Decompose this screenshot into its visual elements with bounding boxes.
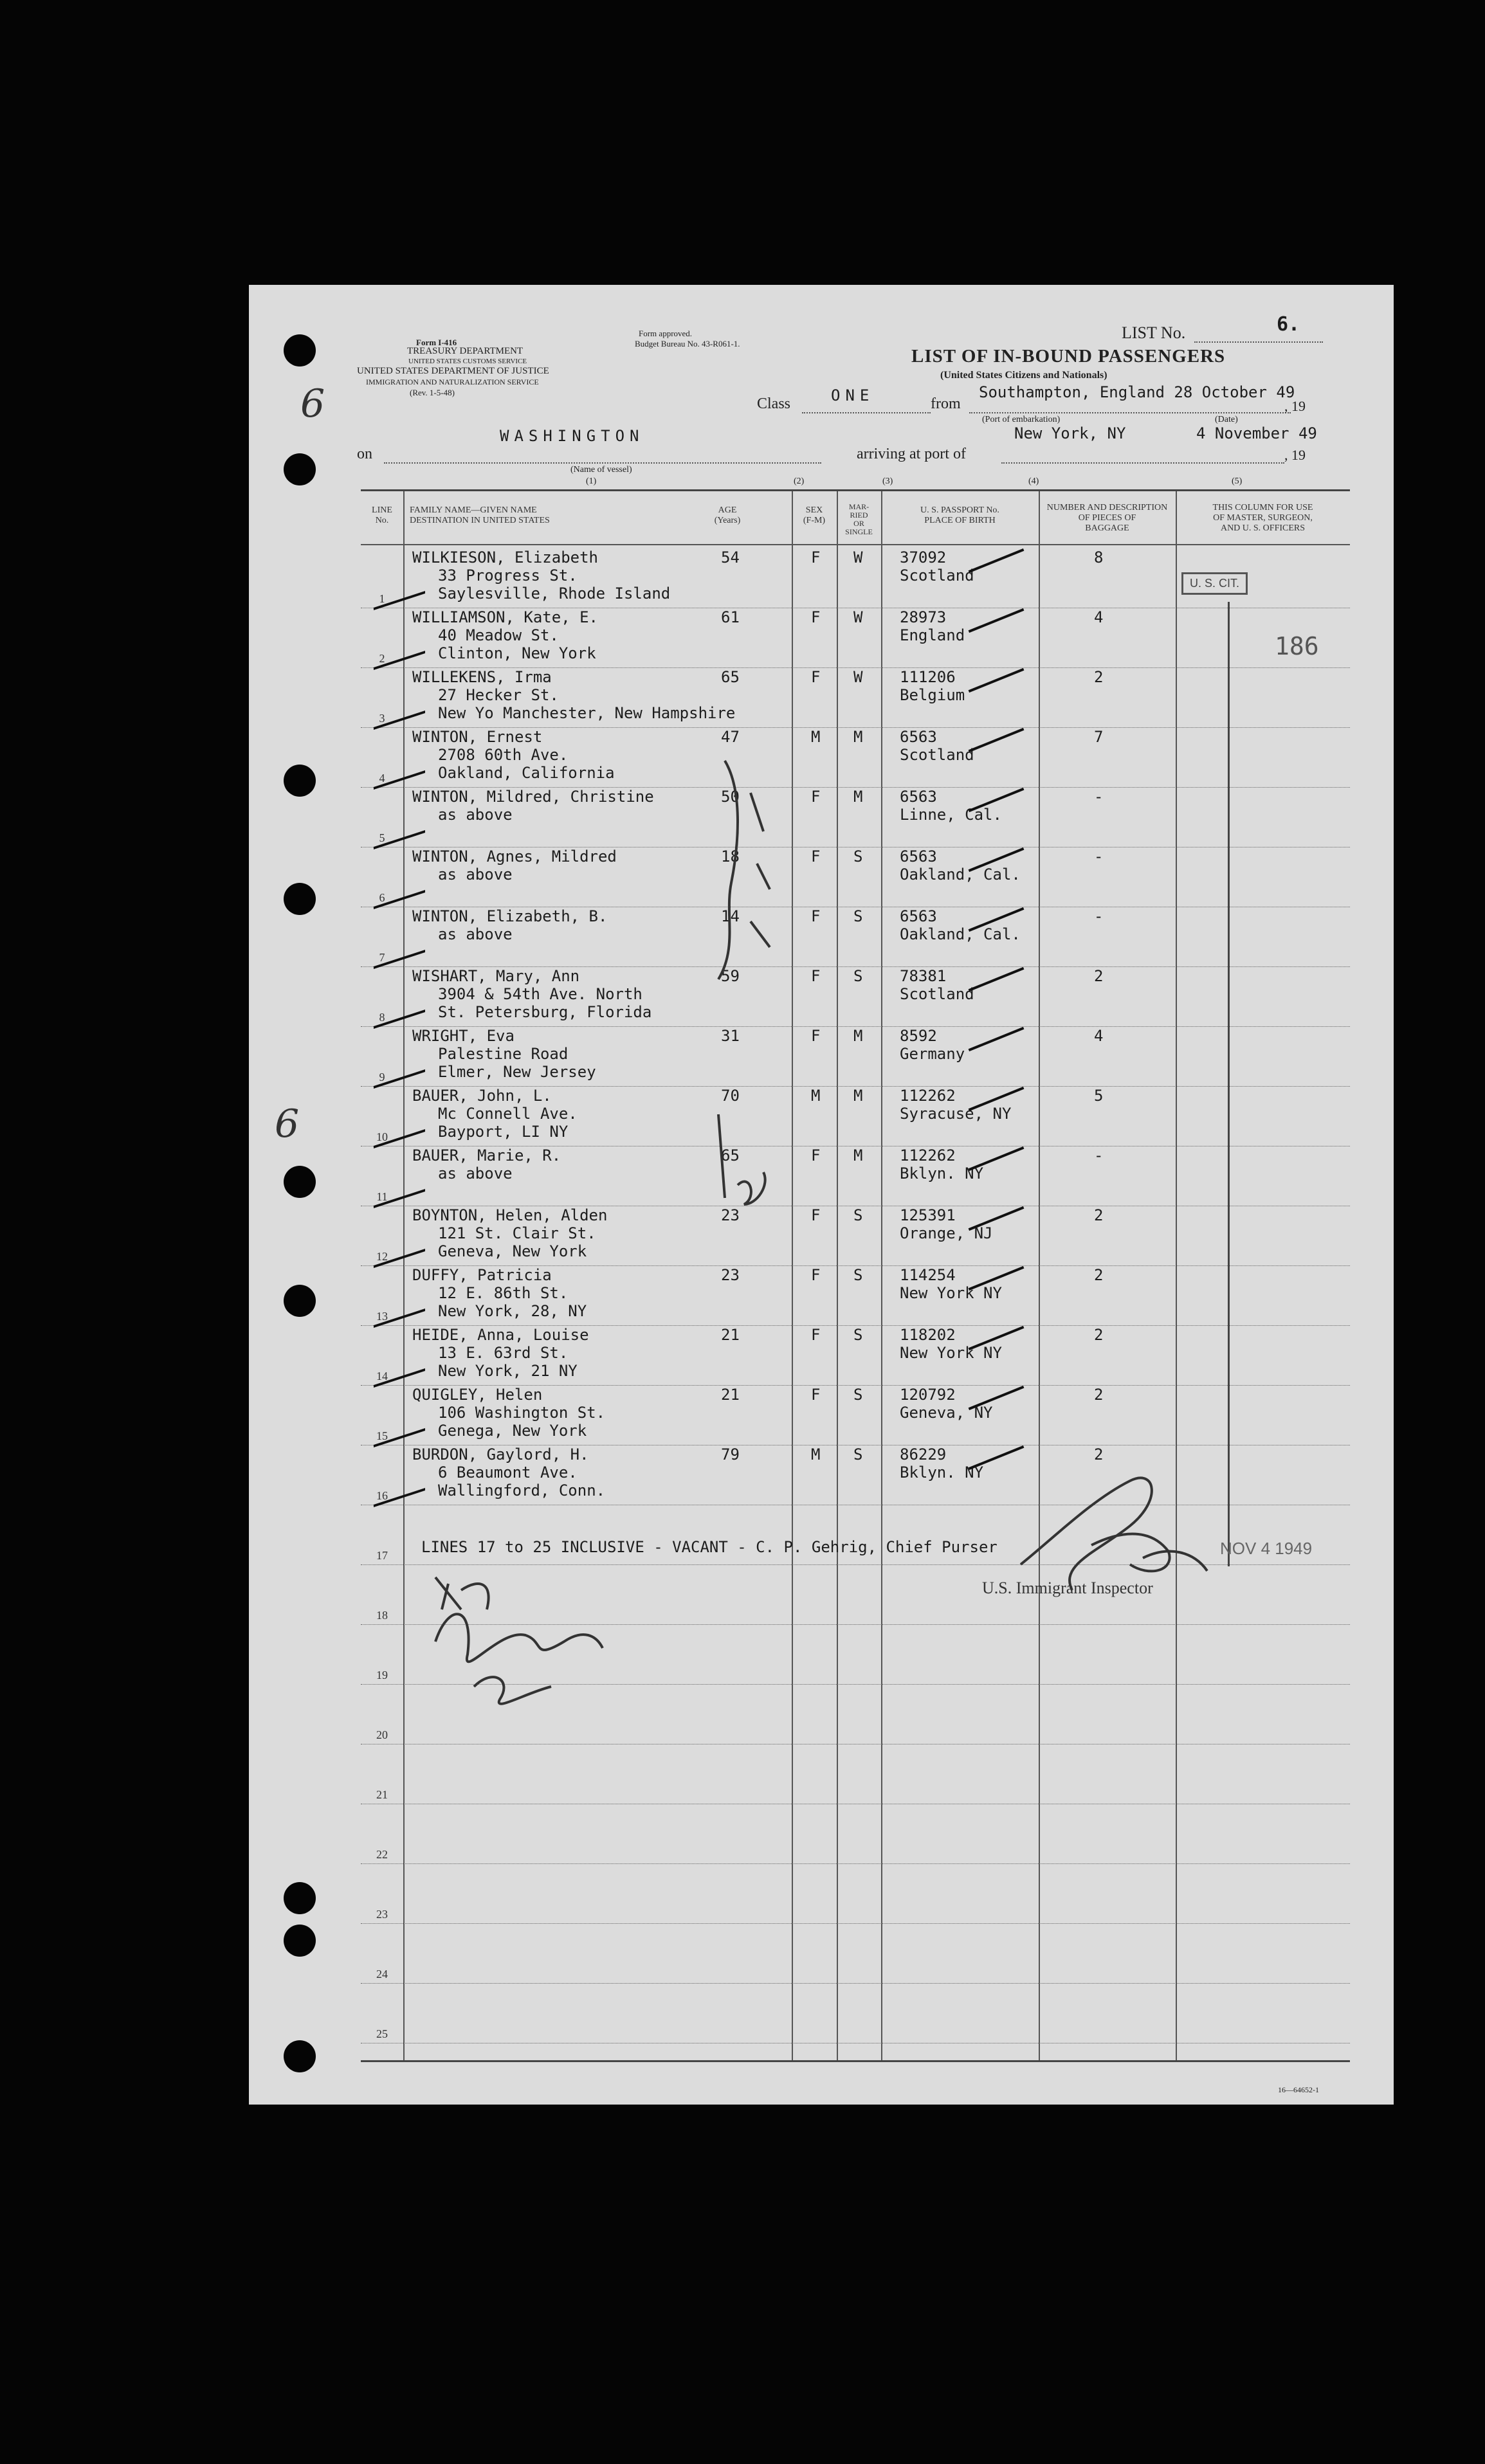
- check-mark: [969, 967, 1025, 992]
- passport-number: 120792: [900, 1386, 956, 1404]
- table-row: [361, 1983, 1350, 2043]
- passenger-name: WILLEKENS, Irma: [412, 668, 552, 686]
- line-number: 6: [379, 891, 385, 904]
- class-label: Class: [757, 395, 791, 412]
- address-line-1: 6 Beaumont Ave.: [438, 1463, 578, 1481]
- date-label: (Date): [1215, 415, 1238, 424]
- address-line-2: Saylesville, Rhode Island: [438, 584, 671, 602]
- baggage-count: 4: [1094, 608, 1104, 626]
- check-mark: [969, 728, 1025, 752]
- margin-number: 6: [275, 1101, 300, 1146]
- list-subtitle: (United States Citizens and Nationals): [940, 370, 1107, 381]
- customs-service: UNITED STATES CUSTOMS SERVICE: [408, 358, 527, 365]
- line-number: 20: [376, 1728, 388, 1741]
- check-mark: [969, 668, 1025, 693]
- marital-status: M: [853, 1087, 863, 1105]
- line-number: 9: [379, 1071, 385, 1083]
- baggage-count: 7: [1094, 728, 1104, 746]
- check-mark: [969, 608, 1025, 633]
- passport-number: 111206: [900, 668, 956, 686]
- baggage-count: -: [1094, 788, 1104, 806]
- marital-status: S: [853, 1326, 863, 1344]
- address-line-1: as above: [438, 865, 513, 883]
- punch-hole: [284, 1882, 316, 1914]
- check-mark: [969, 1206, 1025, 1231]
- table-row: [361, 1325, 1350, 1385]
- line-number: 19: [376, 1669, 388, 1681]
- place-of-birth: Geneva, NY: [900, 1404, 993, 1422]
- passenger-name: WINTON, Elizabeth, B.: [412, 907, 608, 925]
- arrival-port: New York, NY: [1014, 424, 1126, 442]
- colnum-1: (1): [586, 476, 597, 486]
- address-line-1: 27 Hecker St.: [438, 686, 559, 704]
- place-of-birth: Linne, Cal.: [900, 806, 1002, 824]
- table-row: [361, 727, 1350, 787]
- passenger-name: QUIGLEY, Helen: [412, 1386, 543, 1404]
- on-label: on: [357, 446, 372, 462]
- address-line-1: 12 E. 86th St.: [438, 1284, 569, 1302]
- check-mark: [969, 1146, 1025, 1171]
- address-line-1: as above: [438, 1164, 513, 1182]
- line-number: 16: [376, 1489, 388, 1502]
- address-line-2: St. Petersburg, Florida: [438, 1003, 652, 1021]
- line-number: 3: [379, 712, 385, 725]
- line-number: 22: [376, 1848, 388, 1861]
- age: 79: [721, 1445, 740, 1463]
- vacant-note: LINES 17 to 25 INCLUSIVE - VACANT - C. P. Gehrig, Chief Purser: [421, 1538, 998, 1556]
- address-line-2: Wallingford, Conn.: [438, 1481, 606, 1499]
- address-line-2: Elmer, New Jersey: [438, 1063, 596, 1081]
- sex: F: [811, 1027, 821, 1045]
- passport-number: 78381: [900, 967, 947, 985]
- marital-status: W: [853, 608, 863, 626]
- inspector-label: U.S. Immigrant Inspector: [982, 1579, 1153, 1597]
- table-row: [361, 1206, 1350, 1265]
- marital-status: M: [853, 1146, 863, 1164]
- list-no-label: LIST No.: [1122, 323, 1186, 342]
- table-row: [361, 1265, 1350, 1325]
- class-value: ONE: [831, 386, 875, 404]
- punch-hole: [284, 883, 316, 915]
- address-line-2: Bayport, LI NY: [438, 1123, 569, 1141]
- sex: F: [811, 548, 821, 566]
- passenger-name: WILKIESON, Elizabeth: [412, 548, 598, 566]
- line-number: 14: [376, 1370, 388, 1382]
- table-row: [361, 1923, 1350, 1983]
- marital-status: M: [853, 788, 863, 806]
- colnum-3: (3): [882, 476, 893, 486]
- sex: F: [811, 1326, 821, 1344]
- port-embark-label: (Port of embarkation): [982, 415, 1061, 424]
- place-of-birth: Orange, NJ: [900, 1224, 993, 1242]
- passenger-name: BURDON, Gaylord, H.: [412, 1445, 589, 1463]
- sex: F: [811, 1206, 821, 1224]
- sex: F: [811, 847, 821, 865]
- table-row: [361, 667, 1350, 727]
- age: 21: [721, 1326, 740, 1344]
- baggage-count: 2: [1094, 1386, 1104, 1404]
- passport-number: 86229: [900, 1445, 947, 1463]
- address-line-1: 33 Progress St.: [438, 566, 578, 584]
- age: 31: [721, 1027, 740, 1045]
- line-number: 13: [376, 1310, 388, 1323]
- address-line-2: New York, 28, NY: [438, 1302, 587, 1320]
- form-number: Form I-416: [416, 338, 457, 347]
- passenger-name: DUFFY, Patricia: [412, 1266, 552, 1284]
- colnum-2: (2): [794, 476, 805, 486]
- baggage-count: -: [1094, 1146, 1104, 1164]
- address-line-1: as above: [438, 925, 513, 943]
- passport-number: 6563: [900, 788, 937, 806]
- form-approved: Form approved.: [639, 329, 693, 338]
- marital-status: S: [853, 967, 863, 985]
- punch-hole: [284, 1166, 316, 1198]
- place-of-birth: Belgium: [900, 686, 965, 704]
- table-row: [361, 1146, 1350, 1206]
- sex: F: [811, 907, 821, 925]
- age: 18: [721, 847, 740, 865]
- ins-service: IMMIGRATION AND NATURALIZATION SERVICE: [366, 377, 539, 386]
- address-line-2: Geneva, New York: [438, 1242, 587, 1260]
- age: 65: [721, 668, 740, 686]
- colnum-5: (5): [1232, 476, 1243, 486]
- place-of-birth: Scotland: [900, 985, 974, 1003]
- place-of-birth: Bklyn. NY: [900, 1164, 984, 1182]
- address-line-1: 40 Meadow St.: [438, 626, 559, 644]
- address-line-1: 121 St. Clair St.: [438, 1224, 596, 1242]
- marital-status: W: [853, 548, 863, 566]
- passport-number: 8592: [900, 1027, 937, 1045]
- age: 23: [721, 1206, 740, 1224]
- punch-hole: [284, 765, 316, 797]
- sex: F: [811, 1146, 821, 1164]
- date-stamp: NOV 4 1949: [1220, 1539, 1313, 1558]
- baggage-count: 2: [1094, 1326, 1104, 1344]
- marital-status: S: [853, 1386, 863, 1404]
- table-row: [361, 1086, 1350, 1146]
- bracket-mark: [706, 1108, 776, 1211]
- table-row: [361, 847, 1350, 907]
- check-mark: [969, 548, 1025, 573]
- passport-number: 37092: [900, 548, 947, 566]
- sex: M: [811, 1087, 821, 1105]
- address-line-2: New York, 21 NY: [438, 1362, 578, 1380]
- marital-status: M: [853, 728, 863, 746]
- line-number: 12: [376, 1250, 388, 1263]
- address-line-1: 2708 60th Ave.: [438, 746, 569, 764]
- manifest-page: [249, 285, 1394, 2105]
- age: 21: [721, 1386, 740, 1404]
- baggage-count: 2: [1094, 1266, 1104, 1284]
- passport-number: 6563: [900, 728, 937, 746]
- sex: F: [811, 608, 821, 626]
- sex: F: [811, 668, 821, 686]
- place-of-birth: Scotland: [900, 566, 974, 584]
- baggage-count: 8: [1094, 548, 1104, 566]
- number-stamp: 186: [1275, 632, 1319, 660]
- place-of-birth: Germany: [900, 1045, 965, 1063]
- col-baggage: NUMBER AND DESCRIPTION OF PIECES OF BAGGAGE: [1046, 503, 1168, 533]
- line-number: 2: [379, 652, 385, 665]
- baggage-count: 2: [1094, 967, 1104, 985]
- place-of-birth: Oakland, Cal.: [900, 925, 1021, 943]
- place-of-birth: Oakland, Cal.: [900, 865, 1021, 883]
- marital-status: S: [853, 907, 863, 925]
- table-row: [361, 966, 1350, 1026]
- col-line: LINE No.: [372, 505, 392, 525]
- passenger-name: BAUER, Marie, R.: [412, 1146, 561, 1164]
- col-officers: THIS COLUMN FOR USE OF MASTER, SURGEON, AND U. S. OFFICERS: [1212, 503, 1313, 533]
- col-married: MAR- RIED OR SINGLE: [845, 502, 873, 536]
- passenger-name: WISHART, Mary, Ann: [412, 967, 580, 985]
- passport-number: 114254: [900, 1266, 956, 1284]
- purser-signature: [423, 1564, 615, 1719]
- line-number: 25: [376, 2027, 388, 2040]
- table-row: [361, 1385, 1350, 1445]
- punch-hole: [284, 334, 316, 367]
- justice-dept: UNITED STATES DEPARTMENT OF JUSTICE: [357, 366, 549, 376]
- place-of-birth: Scotland: [900, 746, 974, 764]
- line-number: 11: [376, 1190, 388, 1203]
- check-mark: [969, 1027, 1025, 1051]
- vessel-name: WASHINGTON: [500, 427, 644, 445]
- table-row: [361, 787, 1350, 847]
- address-line-1: 3904 & 54th Ave. North: [438, 985, 642, 1003]
- stamp-line: [1228, 602, 1230, 1566]
- passenger-name: BOYNTON, Helen, Alden: [412, 1206, 608, 1224]
- age: 23: [721, 1266, 740, 1284]
- line-number: 10: [376, 1130, 388, 1143]
- table-row: [361, 1026, 1350, 1086]
- line-number: 8: [379, 1011, 385, 1024]
- margin-number: 6: [300, 381, 325, 426]
- baggage-count: -: [1094, 907, 1104, 925]
- address-line-1: Mc Connell Ave.: [438, 1105, 578, 1123]
- inspector-signature: [1001, 1462, 1220, 1616]
- from-value: Southampton, England 28 October 49: [979, 383, 1295, 401]
- sex: F: [811, 1386, 821, 1404]
- place-of-birth: New York NY: [900, 1284, 1002, 1302]
- table-row: [361, 907, 1350, 966]
- year-1: , 19: [1284, 398, 1306, 414]
- address-line-2: New Yo Manchester, New Hampshire: [438, 704, 736, 722]
- revision: (Rev. 1-5-48): [410, 388, 455, 397]
- address-line-2: Oakland, California: [438, 764, 615, 782]
- age: 70: [721, 1087, 740, 1105]
- line-number: 1: [379, 592, 385, 605]
- sex: M: [811, 1445, 821, 1463]
- place-of-birth: Syracuse, NY: [900, 1105, 1012, 1123]
- address-line-1: 106 Washington St.: [438, 1404, 606, 1422]
- age: 59: [721, 967, 740, 985]
- passenger-name: WILLIAMSON, Kate, E.: [412, 608, 598, 626]
- footer-code: 16—64652-1: [1278, 2085, 1319, 2094]
- passenger-name: HEIDE, Anna, Louise: [412, 1326, 589, 1344]
- col-name: FAMILY NAME—GIVEN NAME DESTINATION IN UNITED STATES: [410, 505, 550, 525]
- passport-number: 112262: [900, 1146, 956, 1164]
- baggage-count: 2: [1094, 1206, 1104, 1224]
- age: 50: [721, 788, 740, 806]
- line-number: 5: [379, 831, 385, 844]
- col-age: AGE (Years): [714, 505, 741, 525]
- passport-number: 28973: [900, 608, 947, 626]
- from-label: from: [931, 395, 961, 412]
- age: 47: [721, 728, 740, 746]
- marital-status: S: [853, 1206, 863, 1224]
- age: 54: [721, 548, 740, 566]
- address-line-2: Genega, New York: [438, 1422, 587, 1440]
- treasury-dept: TREASURY DEPARTMENT: [407, 346, 524, 356]
- passenger-name: WRIGHT, Eva: [412, 1027, 515, 1045]
- age: 14: [721, 907, 740, 925]
- passport-number: 118202: [900, 1326, 956, 1344]
- age: 65: [721, 1146, 740, 1164]
- line-number: 18: [376, 1609, 388, 1622]
- punch-hole: [284, 1285, 316, 1317]
- line-number: 23: [376, 1908, 388, 1921]
- list-no: 6.: [1277, 313, 1300, 336]
- punch-hole: [284, 453, 316, 485]
- table-row: [361, 1863, 1350, 1923]
- baggage-count: -: [1094, 847, 1104, 865]
- address-line-2: Clinton, New York: [438, 644, 596, 662]
- marital-status: S: [853, 1445, 863, 1463]
- punch-hole: [284, 2040, 316, 2072]
- passport-number: 112262: [900, 1087, 956, 1105]
- line-number: 21: [376, 1788, 388, 1801]
- place-of-birth: New York NY: [900, 1344, 1002, 1362]
- col-sex: SEX (F-M): [803, 505, 826, 525]
- line-number: 15: [376, 1429, 388, 1442]
- baggage-count: 2: [1094, 1445, 1104, 1463]
- table-row: [361, 1804, 1350, 1863]
- sex: F: [811, 1266, 821, 1284]
- passenger-name: WINTON, Agnes, Mildred: [412, 847, 617, 865]
- marital-status: S: [853, 847, 863, 865]
- budget-bureau: Budget Bureau No. 43-R061-1.: [635, 339, 740, 349]
- arrival-date: 4 November 49: [1196, 424, 1317, 442]
- place-of-birth: England: [900, 626, 965, 644]
- marital-status: W: [853, 668, 863, 686]
- sex: M: [811, 728, 821, 746]
- baggage-count: 5: [1094, 1087, 1104, 1105]
- list-title: LIST OF IN-BOUND PASSENGERS: [911, 346, 1226, 367]
- vessel-label: (Name of vessel): [570, 465, 632, 475]
- address-line-1: 13 E. 63rd St.: [438, 1344, 569, 1362]
- age: 61: [721, 608, 740, 626]
- passport-number: 6563: [900, 847, 937, 865]
- passport-number: 6563: [900, 907, 937, 925]
- arriving-label: arriving at port of: [857, 446, 966, 462]
- check-mark: [969, 1386, 1025, 1410]
- bracket-mark: [712, 754, 789, 986]
- passenger-table: [361, 489, 1350, 2062]
- punch-hole: [284, 1925, 316, 1957]
- passenger-name: WINTON, Ernest: [412, 728, 543, 746]
- line-number: 24: [376, 1968, 388, 1980]
- table-row: [361, 608, 1350, 667]
- address-line-1: Palestine Road: [438, 1045, 569, 1063]
- baggage-count: 2: [1094, 668, 1104, 686]
- colnum-4: (4): [1028, 476, 1039, 486]
- marital-status: M: [853, 1027, 863, 1045]
- line-number: 7: [379, 951, 385, 964]
- passenger-name: BAUER, John, L.: [412, 1087, 552, 1105]
- passenger-name: WINTON, Mildred, Christine: [412, 788, 654, 806]
- baggage-count: 4: [1094, 1027, 1104, 1045]
- line-number: 17: [376, 1549, 388, 1562]
- sex: F: [811, 967, 821, 985]
- table-row: [361, 1744, 1350, 1804]
- col-passport: U. S. PASSPORT No. PLACE OF BIRTH: [920, 505, 999, 525]
- sex: F: [811, 788, 821, 806]
- address-line-1: as above: [438, 806, 513, 824]
- place-of-birth: Bklyn. NY: [900, 1463, 984, 1481]
- passport-number: 125391: [900, 1206, 956, 1224]
- us-cit-stamp: U. S. CIT.: [1181, 572, 1248, 595]
- year-2: , 19: [1284, 447, 1306, 463]
- line-number: 4: [379, 772, 385, 784]
- marital-status: S: [853, 1266, 863, 1284]
